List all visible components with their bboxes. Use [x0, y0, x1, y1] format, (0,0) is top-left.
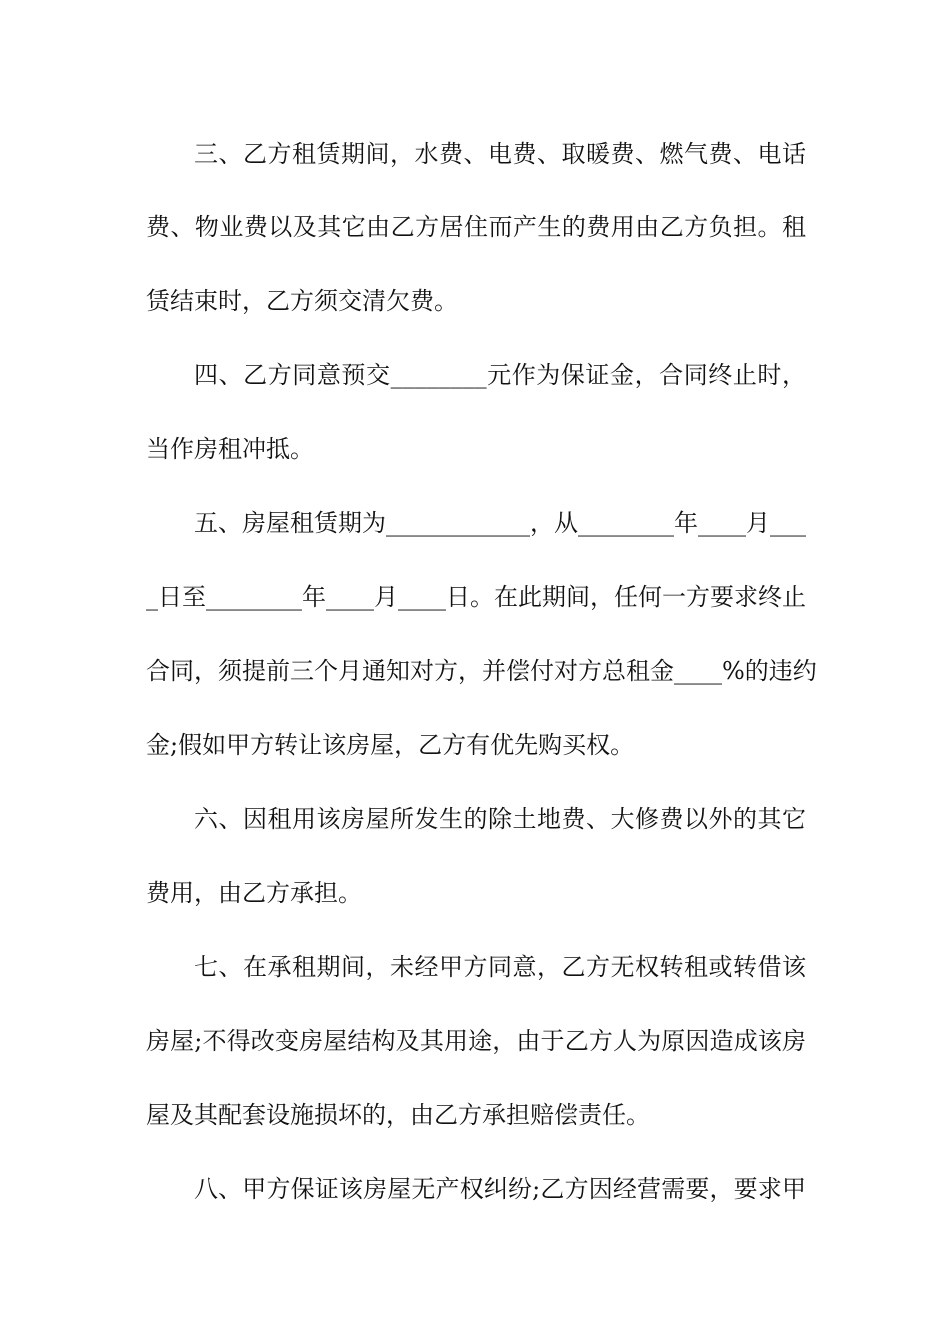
- clause-5-line-4: 金;假如甲方转让该房屋，乙方有优先购买权。: [146, 731, 635, 759]
- clause-7-line-2: 房屋;不得改变房屋结构及其用途，由于乙方人为原因造成该房: [146, 1027, 806, 1055]
- clause-6-line-1: 六、因租用该房屋所发生的除土地费、大修费以外的其它: [194, 805, 806, 833]
- clause-7-line-1: 七、在承租期间，未经甲方同意，乙方无权转租或转借该: [194, 953, 806, 981]
- clause-4-line-2: 当作房租冲抵。: [146, 435, 314, 463]
- clause-3-line-3: 赁结束时，乙方须交清欠费。: [146, 287, 458, 315]
- clause-5-line-2: _日至________年____月____日。在此期间，任何一方要求终止: [146, 583, 806, 611]
- clause-4-line-1: 四、乙方同意预交________元作为保证金，合同终止时，: [194, 361, 806, 389]
- clause-6-line-2: 费用，由乙方承担。: [146, 879, 362, 907]
- clause-5-line-3: 合同，须提前三个月通知对方，并偿付对方总租金____%的违约: [146, 657, 817, 685]
- clause-8-line-1: 八、甲方保证该房屋无产权纠纷;乙方因经营需要，要求甲: [194, 1175, 806, 1203]
- clause-3-line-1: 三、乙方租赁期间，水费、电费、取暖费、燃气费、电话: [194, 140, 806, 168]
- clause-5-line-1: 五、房屋租赁期为____________，从________年____月___: [194, 509, 806, 537]
- clause-7-line-3: 屋及其配套设施损坏的，由乙方承担赔偿责任。: [146, 1101, 650, 1129]
- clause-3-line-2: 费、物业费以及其它由乙方居住而产生的费用由乙方负担。租: [146, 213, 806, 241]
